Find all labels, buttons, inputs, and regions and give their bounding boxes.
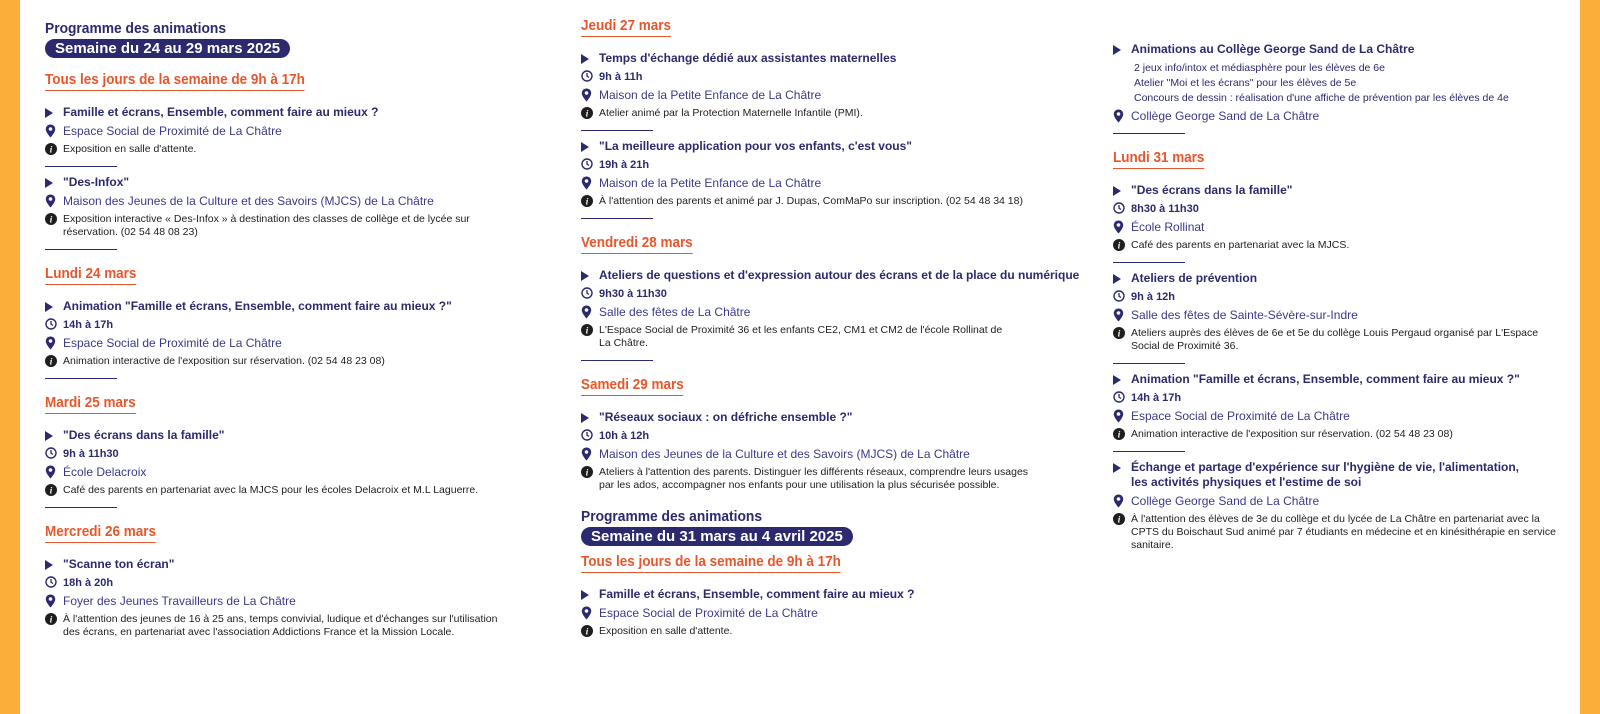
page [20, 0, 1580, 714]
event-note: Ateliers auprès des élèves de 6e et 5e du collège Louis Pergaud organisé par L'Espace Social de Proximité 36. [1131, 327, 1539, 352]
separator [1113, 363, 1185, 364]
event-detail-line: Concours de dessin : réalisation d'une affiche de prévention par les élèves de 4e [1134, 92, 1509, 104]
clock-icon [581, 158, 599, 170]
map-pin-icon [581, 606, 599, 620]
event-item [1113, 372, 1573, 441]
event-item [1113, 460, 1573, 552]
event-location: Foyer des Jeunes Travailleurs de La Châtre [63, 594, 296, 608]
triangle-play-icon [45, 431, 53, 441]
day-heading: Lundi 24 mars [45, 266, 136, 285]
clock-icon [45, 318, 63, 330]
info-icon [45, 213, 63, 225]
clock-icon [1113, 391, 1131, 403]
day-heading: Jeudi 27 mars [581, 18, 671, 37]
event-time: 9h à 11h [599, 71, 643, 83]
event-location: Maison des Jeunes de la Culture et des Savoirs (MJCS) de La Châtre [63, 194, 434, 208]
separator [1113, 133, 1185, 134]
separator [581, 130, 653, 131]
info-icon [45, 355, 63, 367]
event-title: "Des écrans dans la famille" [63, 428, 225, 442]
event-title: Ateliers de questions et d'expression autour des écrans et de la place du numérique [599, 268, 1080, 282]
event-note: L'Espace Social de Proximité 36 et les enfants CE2, CM1 et CM2 de l'école Rollinat de La Châtre. [599, 324, 1003, 349]
event-location: École Delacroix [63, 465, 147, 479]
programme-title: Programme des animations [581, 508, 762, 525]
event-item [581, 139, 1081, 208]
event-location: Collège George Sand de La Châtre [1131, 109, 1320, 123]
svg-text:i: i [585, 325, 589, 336]
map-pin-icon [45, 194, 63, 208]
triangle-play-icon [1113, 463, 1121, 473]
triangle-play-icon [581, 590, 589, 600]
event-title: "La meilleure application pour vos enfants, c'est vous" [599, 139, 912, 153]
info-icon [1113, 513, 1131, 525]
event-note: À l'attention des parents et animé par J. Dupas, ComMaPo sur inscription. (02 54 48 34 18) [599, 195, 1023, 207]
event-detail-line: 2 jeux info/intox et médiasphère pour les élèves de 6e [1134, 62, 1385, 74]
column-2 [581, 0, 1081, 642]
event-location: Salle des fêtes de Sainte-Sévère-sur-Indre [1131, 308, 1358, 322]
separator [45, 378, 117, 379]
svg-text:i: i [585, 467, 589, 478]
triangle-play-icon [581, 54, 589, 64]
event-time: 9h à 11h30 [63, 448, 119, 460]
info-icon [581, 625, 599, 637]
event-location: Espace Social de Proximité de La Châtre [63, 336, 282, 350]
event-title: Ateliers de prévention [1131, 271, 1258, 285]
info-icon [45, 484, 63, 496]
info-icon [1113, 239, 1131, 251]
svg-text:i: i [585, 626, 589, 637]
svg-text:i: i [49, 614, 53, 625]
separator [1113, 262, 1185, 263]
event-note: Exposition interactive « Des-Infox » à destination des classes de collège et de lycée sur réservation. (02 54 48 08 23) [63, 213, 470, 238]
event-item [581, 410, 1081, 492]
event-item [45, 428, 525, 497]
event-time: 14h à 17h [63, 319, 114, 331]
svg-text:i: i [49, 144, 53, 155]
clock-icon [581, 287, 599, 299]
event-time: 19h à 21h [599, 159, 650, 171]
event-title: "Des-Infox" [63, 175, 130, 189]
triangle-play-icon [581, 271, 589, 281]
event-note: Exposition en salle d'attente. [63, 143, 197, 155]
clock-icon [581, 429, 599, 441]
map-pin-icon [1113, 220, 1131, 234]
separator [1113, 451, 1185, 452]
event-title: Famille et écrans, Ensemble, comment faire au mieux ? [599, 587, 915, 601]
event-item [45, 299, 525, 368]
column-3 [1113, 0, 1573, 556]
map-pin-icon [45, 594, 63, 608]
allweek-heading: Tous les jours de la semaine de 9h à 17h [45, 72, 305, 91]
event-time: 10h à 12h [599, 430, 650, 442]
event-time: 18h à 20h [63, 577, 114, 589]
event-title: Animations au Collège George Sand de La Châtre [1131, 42, 1415, 56]
event-item [581, 268, 1081, 350]
map-pin-icon [45, 465, 63, 479]
svg-text:i: i [49, 356, 53, 367]
event-location: École Rollinat [1131, 220, 1205, 234]
triangle-play-icon [45, 302, 53, 312]
event-location: Espace Social de Proximité de La Châtre [1131, 409, 1350, 423]
info-icon [581, 195, 599, 207]
triangle-play-icon [1113, 375, 1121, 385]
separator [45, 507, 117, 508]
svg-text:i: i [1117, 429, 1121, 440]
event-item [1113, 271, 1573, 353]
event-title: Temps d'échange dédié aux assistantes maternelles [599, 51, 897, 65]
map-pin-icon [581, 305, 599, 319]
info-icon [45, 143, 63, 155]
map-pin-icon [1113, 409, 1131, 423]
map-pin-icon [1113, 109, 1131, 123]
clock-icon [45, 447, 63, 459]
map-pin-icon [581, 447, 599, 461]
event-item [1113, 183, 1573, 252]
event-location: Espace Social de Proximité de La Châtre [63, 124, 282, 138]
separator [45, 249, 117, 250]
event-note: Café des parents en partenariat avec la MJCS pour les écoles Delacroix et M.L Laguerre. [63, 484, 479, 496]
programme-title: Programme des animations [45, 20, 226, 37]
map-pin-icon [581, 88, 599, 102]
info-icon [1113, 428, 1131, 440]
event-title: Animation "Famille et écrans, Ensemble, comment faire au mieux ?" [1131, 372, 1520, 386]
event-time: 14h à 17h [1131, 392, 1182, 404]
event-item [45, 105, 525, 156]
event-note: Exposition en salle d'attente. [599, 625, 733, 637]
separator [581, 360, 653, 361]
event-title: "Scanne ton écran" [63, 557, 175, 571]
event-detail-line: Atelier "Moi et les écrans" pour les élèves de 5e [1134, 77, 1357, 89]
event-item [45, 557, 525, 639]
svg-text:i: i [585, 196, 589, 207]
svg-text:i: i [1117, 328, 1121, 339]
svg-text:i: i [585, 108, 589, 119]
clock-icon [581, 70, 599, 82]
event-location: Maison de la Petite Enfance de La Châtre [599, 88, 822, 102]
event-title: Échange et partage d'expérience sur l'hygiène de vie, l'alimentation, les activités physiques et l'estime de soi [1131, 460, 1520, 489]
event-note: À l'attention des jeunes de 16 à 25 ans, temps convivial, ludique et d'échanges sur l'utilisation des écrans, en partenariat avec l'association Addictions France et la Mission Locale. [63, 613, 498, 638]
event-note: Animation interactive de l'exposition sur réservation. (02 54 48 23 08) [1131, 428, 1453, 440]
info-icon [45, 613, 63, 625]
event-location: Espace Social de Proximité de La Châtre [599, 606, 818, 620]
clock-icon [45, 576, 63, 588]
week-badge: Semaine du 31 mars au 4 avril 2025 [581, 527, 853, 546]
svg-text:i: i [49, 214, 53, 225]
triangle-play-icon [45, 178, 53, 188]
event-item [1113, 42, 1573, 123]
week-badge: Semaine du 24 au 29 mars 2025 [45, 39, 290, 58]
day-heading: Mercredi 26 mars [45, 524, 156, 543]
triangle-play-icon [45, 108, 53, 118]
info-icon [581, 107, 599, 119]
triangle-play-icon [1113, 186, 1121, 196]
svg-text:i: i [1117, 514, 1121, 525]
map-pin-icon [581, 176, 599, 190]
day-heading: Samedi 29 mars [581, 377, 684, 396]
event-note: Café des parents en partenariat avec la MJCS. [1131, 239, 1350, 251]
event-note: À l'attention des élèves de 3e du collège et du lycée de La Châtre en partenariat avec la CPTS du Boischaut Sud animé par 7 étudiants en médecine et en kinésithérapie en service sanitaire. [1131, 513, 1556, 551]
map-pin-icon [1113, 494, 1131, 508]
event-item [45, 175, 525, 239]
svg-text:i: i [49, 485, 53, 496]
event-note: Animation interactive de l'exposition sur réservation. (02 54 48 23 08) [63, 355, 385, 367]
map-pin-icon [45, 336, 63, 350]
svg-text:i: i [1117, 240, 1121, 251]
event-title: Famille et écrans, Ensemble, comment faire au mieux ? [63, 105, 379, 119]
info-icon [581, 324, 599, 336]
event-time: 9h à 12h [1131, 291, 1176, 303]
map-pin-icon [45, 124, 63, 138]
day-heading: Lundi 31 mars [1113, 150, 1204, 169]
map-pin-icon [1113, 308, 1131, 322]
day-heading: Mardi 25 mars [45, 395, 136, 414]
event-location: Collège George Sand de La Châtre [1131, 494, 1320, 508]
event-item [581, 587, 1081, 638]
event-title: "Réseaux sociaux : on défriche ensemble ?" [599, 410, 853, 424]
triangle-play-icon [1113, 274, 1121, 284]
separator [581, 218, 653, 219]
clock-icon [1113, 290, 1131, 302]
triangle-play-icon [581, 142, 589, 152]
event-item [581, 51, 1081, 120]
event-location: Maison des Jeunes de la Culture et des Savoirs (MJCS) de La Châtre [599, 447, 970, 461]
event-title: Animation "Famille et écrans, Ensemble, comment faire au mieux ?" [63, 299, 452, 313]
clock-icon [1113, 202, 1131, 214]
event-time: 9h30 à 11h30 [599, 288, 667, 300]
event-location: Salle des fêtes de La Châtre [599, 305, 751, 319]
info-icon [1113, 327, 1131, 339]
event-title: "Des écrans dans la famille" [1131, 183, 1293, 197]
triangle-play-icon [1113, 45, 1121, 55]
day-heading: Vendredi 28 mars [581, 235, 693, 254]
event-location: Maison de la Petite Enfance de La Châtre [599, 176, 822, 190]
event-note: Ateliers à l'attention des parents. Distinguer les différents réseaux, comprendre leurs usages par les ados, accompagner nos enfants pour une utilisation la plus sécurisée possible. [599, 466, 1029, 491]
event-time: 8h30 à 11h30 [1131, 203, 1199, 215]
info-icon [581, 466, 599, 478]
triangle-play-icon [581, 413, 589, 423]
allweek-heading: Tous les jours de la semaine de 9h à 17h [581, 554, 841, 573]
separator [45, 166, 117, 167]
event-note: Atelier animé par la Protection Maternelle Infantile (PMI). [599, 107, 863, 119]
triangle-play-icon [45, 560, 53, 570]
column-1 [45, 0, 525, 643]
